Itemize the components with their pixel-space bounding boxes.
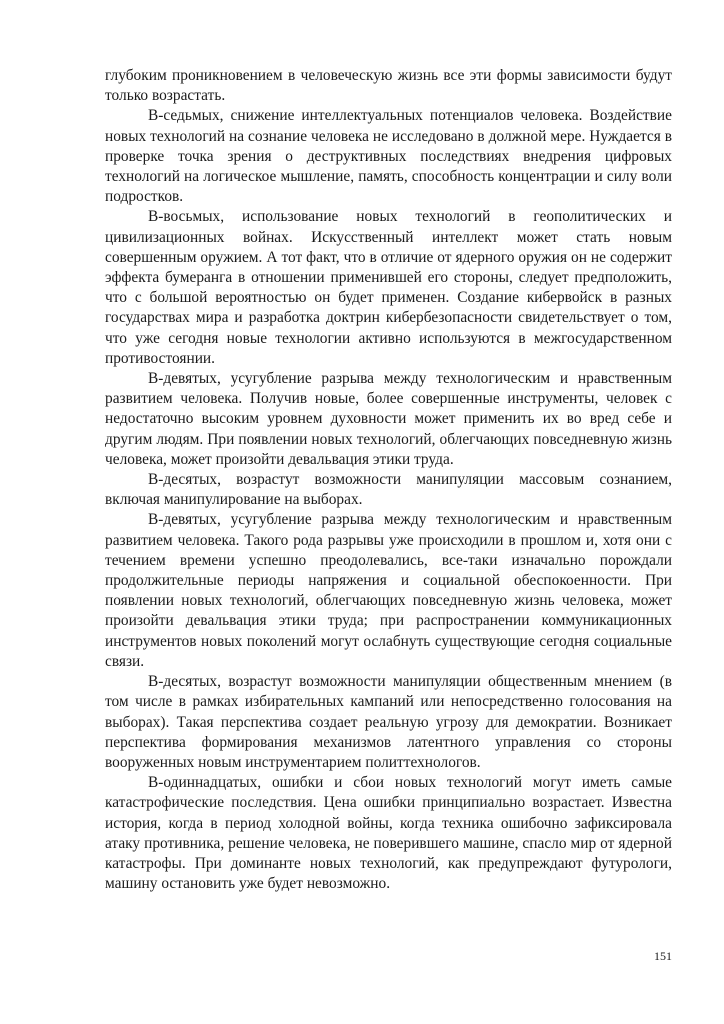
paragraph-5: В-десятых, возрастут возможности манипуляции массовым сознанием, включая манипулирование на выборах.	[105, 471, 672, 509]
paragraph-1: глубоким проникновением в человеческую жизнь все эти формы зависимости будут только возрастать.	[105, 67, 672, 105]
paragraph-3: В-восьмых, использование новых технологий в геополитических и цивилизационных войнах. Искусственный интеллект может стать новым совершенным оружием. А тот факт, что в отличие от ядерного оружия он не содержит эффекта бумеранга в отношении применившей его стороны, следует предположить, что с большой вероятностью он будет применен. Создание кибервойск в разных государствах мира и разработка доктрин кибербезопасности свидетельствует о том, что уже сегодня новые технологии активно используются в межгосударственном противостоянии.	[105, 208, 672, 367]
paragraph-2: В-седьмых, снижение интеллектуальных потенциалов человека. Воздействие новых технологий на сознание человека не исследовано в должной мере. Нуждается в проверке точка зрения о деструктивных последствиях внедрения цифровых технологий на логическое мышление, память, способность концентрации и силу воли подростков.	[105, 107, 672, 206]
paragraph-8: В-одиннадцатых, ошибки и сбои новых технологий могут иметь самые катастрофические последствия. Цена ошибки принципиально возрастает. Известна история, когда в период холодной войны, когда техника ошибочно зафиксировала атаку противника, решение человека, не поверившего машине, спасло мир от ядерной катастрофы. При доминанте новых технологий, как предупреждают футурологи, машину остановить уже будет невозможно.	[105, 774, 672, 893]
paragraph-7: В-десятых, возрастут возможности манипуляции общественным мнением (в том числе в рамках избирательных кампаний или непосредственно голосования на выборах). Такая перспектива создает реальную угрозу для демократии. Возникает перспектива формирования механизмов латентного управления со стороны вооруженных новым инструментарием политтехнологов.	[105, 673, 672, 771]
paragraph-4: В-девятых, усугубление разрыва между технологическим и нравственным развитием человека. Получив новые, более совершенные инструменты, человек с недостаточно высоким уровнем духовности может применить их во вред себе и другим людям. При появлении новых технологий, облегчающих повседневную жизнь человека, может произойти девальвация этики труда.	[105, 370, 672, 468]
page-body	[105, 66, 672, 894]
page-number: 151	[654, 949, 672, 963]
paragraph-6: В-девятых, усугубление разрыва между технологическим и нравственным развитием человека. Такого рода разрывы уже происходили в прошлом и, хотя они с течением времени успешно преодолевались, все-таки изначально порождали продолжительные периоды напряжения и социальной обеспокоенности. При появлении новых технологий, облегчающих повседневную жизнь человека, может произойти девальвация этики труда; при распространении коммуникационных инструментов новых поколений могут ослабнуть существующие сегодня социальные связи.	[105, 511, 672, 670]
